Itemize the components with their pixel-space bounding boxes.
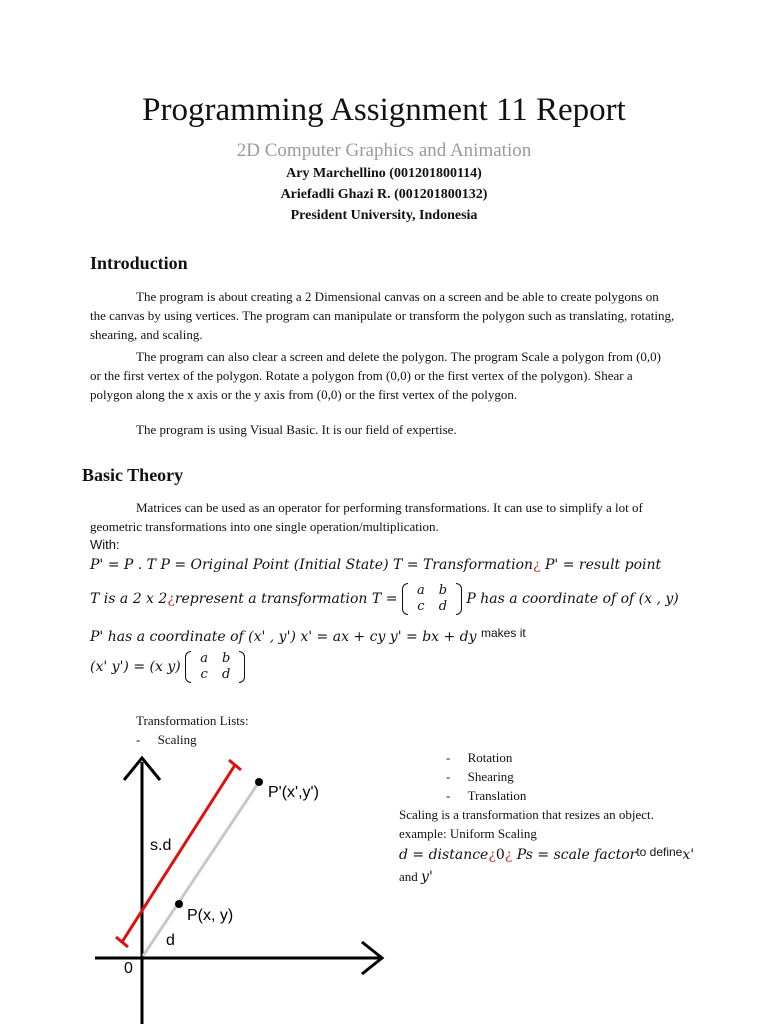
equation-5-x: x' [682,847,695,863]
label-origin: 0 [124,960,133,977]
equation-5-part-c: Ps = scale factor [516,847,637,863]
basic-theory-heading: Basic Theory [82,465,184,485]
scaling-description: Scaling is a transformation that resizes an object. [399,807,654,822]
transformation-matrix [402,583,462,615]
intro-paragraph-3: The program is using Visual Basic. It is our field of expertise. [136,422,457,437]
list-label: Scaling [157,732,197,747]
list-dash: - [136,732,141,747]
list-dash: - [446,769,451,784]
equation-5-y: y' [421,869,433,885]
equation-4 [90,651,245,683]
with-label: With: [90,537,120,552]
list-item-rotation [446,748,512,767]
matrix-d: d [221,667,231,682]
equation-2-part-d: P has a coordinate of of (x , y) [466,591,679,607]
label-d: d [166,932,175,949]
equation-2-part-b: represent a transformation [174,591,368,607]
report-title: Programming Assignment 11 Report [142,92,626,128]
author-1: Ary Marchellino (001201800114) [286,166,482,181]
author-2: Ariefadli Ghazi R. (001201800132) [280,187,488,202]
inverted-question-mark: ¿ [504,847,513,863]
equation-4-text: (x' y') = (x y) [90,659,181,675]
introduction-heading: Introduction [90,253,188,273]
inverted-question-mark: ¿ [533,557,541,573]
equation-5-line-2 [399,867,433,887]
inverted-question-mark: ¿ [167,591,175,607]
equation-3-note: makes it [481,626,526,640]
inverted-question-mark: ¿ [488,847,496,863]
label-s-d: s.d [150,837,172,854]
list-label: Shearing [467,769,514,784]
intro-paragraph-2: The program can also clear a screen and delete the polygon. The program Scale a polygon from (0,0) or the first vertex of the polygon. Rotate a polygon from (0,0) or the first vertex of the polygon). Shear a polygon along the x axis or the y axis from (0,0) or the first vertex of the polygon. [90,349,661,402]
transformation-matrix-2 [185,651,245,683]
theory-paragraph: Matrices can be used as an operator for performing transformations. It can use to simplify a lot of geometric transformations into one single operation/multiplication. [90,500,643,534]
matrix-d: d [438,599,448,614]
intro-paragraph-1: The program is about creating a 2 Dimensional canvas on a screen and be able to create polygons on the canvas by using vertices. The program can manipulate or transform the polygon such as translating, rotating, shearing, and scaling. [90,289,675,342]
list-dash: - [446,788,451,803]
list-dash: - [446,750,451,765]
equation-5 [399,845,694,863]
list-label: Translation [467,788,527,803]
point-p [175,900,183,908]
list-item-translation [446,786,526,805]
scale-measure-tick-bottom [116,937,128,947]
matrix-b: b [438,583,448,598]
affiliation: President University, Indonesia [290,208,478,223]
scale-measure-tick-top [229,760,241,770]
equation-2-part-a: T is a 2 x 2 [90,591,168,607]
list-label: Rotation [467,750,513,765]
matrix-a: a [200,651,209,666]
matrix-b: b [221,651,231,666]
label-p: P(x, y) [187,907,234,924]
equation-5-and: and [399,869,418,884]
matrix-c: c [200,667,208,682]
report-subtitle: 2D Computer Graphics and Animation [236,140,532,161]
point-p-prime [255,778,263,786]
equation-2-part-c: T = [371,591,398,607]
equation-1 [90,557,661,573]
matrix-c: c [417,599,425,614]
equation-5-note: to define [636,845,683,859]
equation-5-part-a: d = distance [399,847,489,863]
scaled-distance-line [143,782,259,956]
list-item-shearing [446,767,514,786]
equation-3 [90,626,526,645]
scaling-example: example: Uniform Scaling [399,826,537,841]
equation-5-part-b: 0 [495,847,505,863]
equation-3-text: P' has a coordinate of (x' , y') x' = ax + cy y' = bx + dy [90,629,477,645]
scaling-figure [0,740,400,1024]
label-p-prime: P'(x',y') [268,784,319,801]
matrix-a: a [417,583,425,598]
equation-1-right: P' = result point [544,557,662,573]
equation-2 [90,583,679,615]
transformation-list-title: Transformation Lists: [136,713,249,728]
equation-1-left: P' = P . T P = Original Point (Initial State) T = Transformation [90,557,534,573]
